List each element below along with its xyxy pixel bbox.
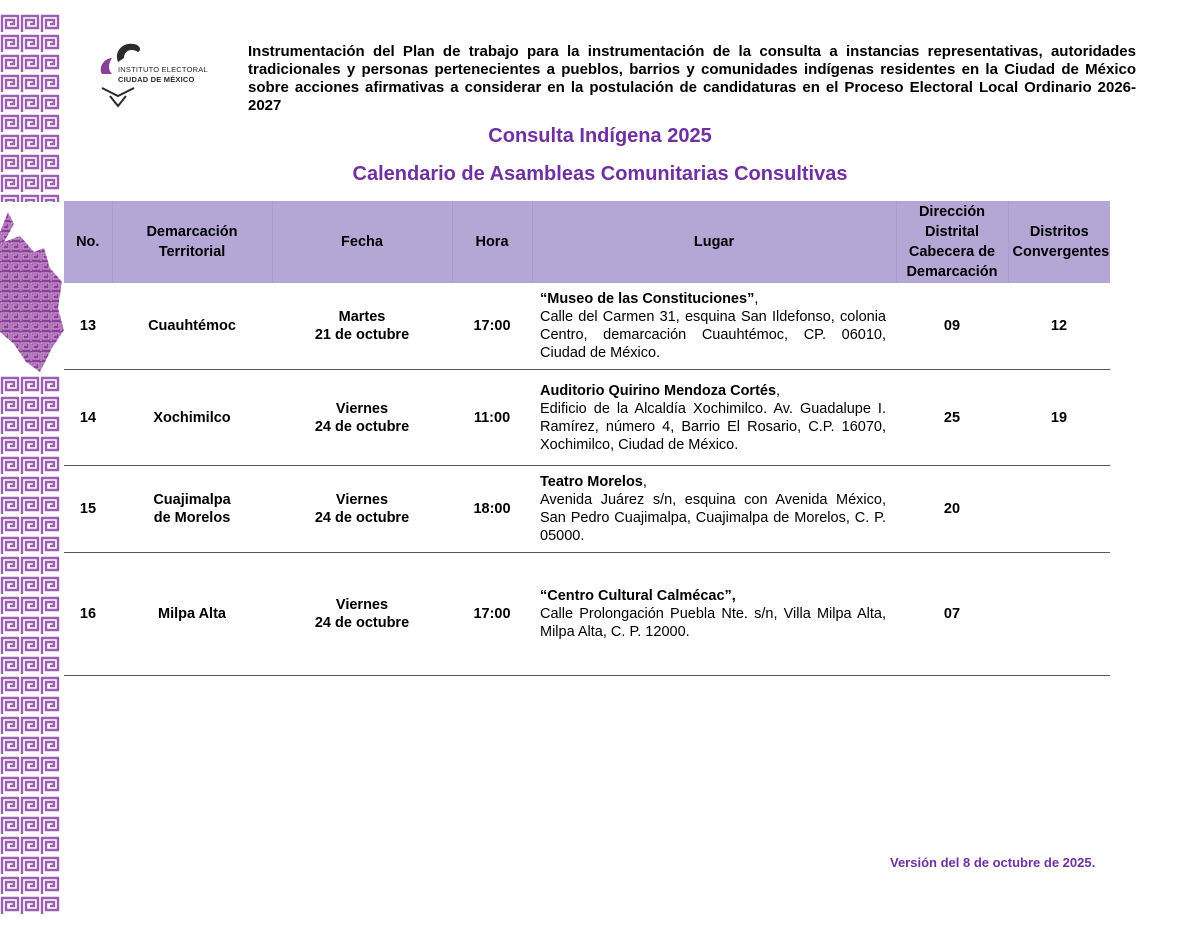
place-name: Teatro Morelos, <box>540 474 647 490</box>
place-address: Avenida Juárez s/n, esquina con Avenida México, San Pedro Cuajimalpa, Cuajimalpa de Morelos, C. P. 05000. <box>540 492 886 544</box>
cell-fecha: Viernes 24 de octubre <box>272 553 452 676</box>
cell-hora: 18:00 <box>452 466 532 553</box>
table-row <box>64 283 1110 370</box>
table-header-row <box>64 201 1110 283</box>
city-map-pattern <box>0 212 64 372</box>
logo-text-line2: CIUDAD DE MÉXICO <box>118 75 195 84</box>
table-row <box>64 370 1110 466</box>
cell-distritos-convergentes: 12 <box>1008 283 1110 370</box>
header-distritos-convergentes: Distritos Convergentes <box>1008 201 1110 283</box>
header-demarcacion: Demarcación Territorial <box>112 201 272 283</box>
cell-fecha: Viernes 24 de octubre <box>272 370 452 466</box>
cell-no: 15 <box>64 466 112 553</box>
header-direccion-distrital: Dirección Distrital Cabecera de Demarcación <box>896 201 1008 283</box>
cell-lugar <box>532 553 896 676</box>
cell-direccion-distrital: 25 <box>896 370 1008 466</box>
cell-direccion-distrital: 20 <box>896 466 1008 553</box>
iecm-logo <box>96 40 216 112</box>
header-fecha: Fecha <box>272 201 452 283</box>
place-address: Calle Prolongación Puebla Nte. s/n, Villa Milpa Alta, Milpa Alta, C. P. 12000. <box>540 606 886 640</box>
place-name: “Centro Cultural Calmécac”, <box>540 588 736 604</box>
cell-demarcacion: Cuauhtémoc <box>112 283 272 370</box>
place-address: Edificio de la Alcaldía Xochimilco. Av. Guadalupe I. Ramírez, número 4, Barrio El Rosario, C.P. 16070, Xochimilco, Ciudad de México. <box>540 400 886 453</box>
header-no: No. <box>64 201 112 283</box>
table-row <box>64 553 1110 676</box>
logo-text-line1: INSTITUTO ELECTORAL <box>118 65 208 74</box>
header-hora: Hora <box>452 201 532 283</box>
assemblies-calendar-table <box>64 201 1110 676</box>
cell-hora: 11:00 <box>452 370 532 466</box>
version-note: Versión del 8 de octubre de 2025. <box>890 855 1096 870</box>
cell-distritos-convergentes: 19 <box>1008 370 1110 466</box>
page-title: Consulta Indígena 2025 <box>488 125 712 147</box>
cell-fecha: Martes 21 de octubre <box>272 283 452 370</box>
header-lugar: Lugar <box>532 201 896 283</box>
cell-hora: 17:00 <box>452 553 532 676</box>
cell-lugar <box>532 466 896 553</box>
cell-lugar <box>532 370 896 466</box>
cell-demarcacion: Xochimilco <box>112 370 272 466</box>
cell-no: 13 <box>64 283 112 370</box>
cell-hora: 17:00 <box>452 283 532 370</box>
document-intro: Instrumentación del Plan de trabajo para la instrumentación de la consulta a instancias representativas, autoridades tradicionales y personas pertenecientes a pueblos, barrios y comunidades indígenas residentes en la Ciudad de México sobre acciones afirmativas a considerar en la postulación de candidaturas en el Proceso Electoral Local Ordinario 2026-2027 <box>248 43 1136 114</box>
cell-lugar <box>532 283 896 370</box>
cell-no: 16 <box>64 553 112 676</box>
table-row <box>64 466 1110 553</box>
cell-direccion-distrital: 07 <box>896 553 1008 676</box>
cell-demarcacion: Cuajimalpa de Morelos <box>112 466 272 553</box>
cell-distritos-convergentes <box>1008 466 1110 553</box>
cell-distritos-convergentes <box>1008 553 1110 676</box>
cell-demarcacion: Milpa Alta <box>112 553 272 676</box>
cell-direccion-distrital: 09 <box>896 283 1008 370</box>
page-subtitle: Calendario de Asambleas Comunitarias Consultivas <box>352 163 848 185</box>
greek-fret-pattern-bottom <box>0 376 60 916</box>
place-address: Calle del Carmen 31, esquina San Ildefonso, colonia Centro, demarcación Cuauhtémoc, CP. 06010, Ciudad de México. <box>540 309 886 361</box>
place-name: Auditorio Quirino Mendoza Cortés, <box>540 382 781 399</box>
cell-no: 14 <box>64 370 112 466</box>
place-name: “Museo de las Constituciones”, <box>540 291 759 307</box>
cell-fecha: Viernes 24 de octubre <box>272 466 452 553</box>
